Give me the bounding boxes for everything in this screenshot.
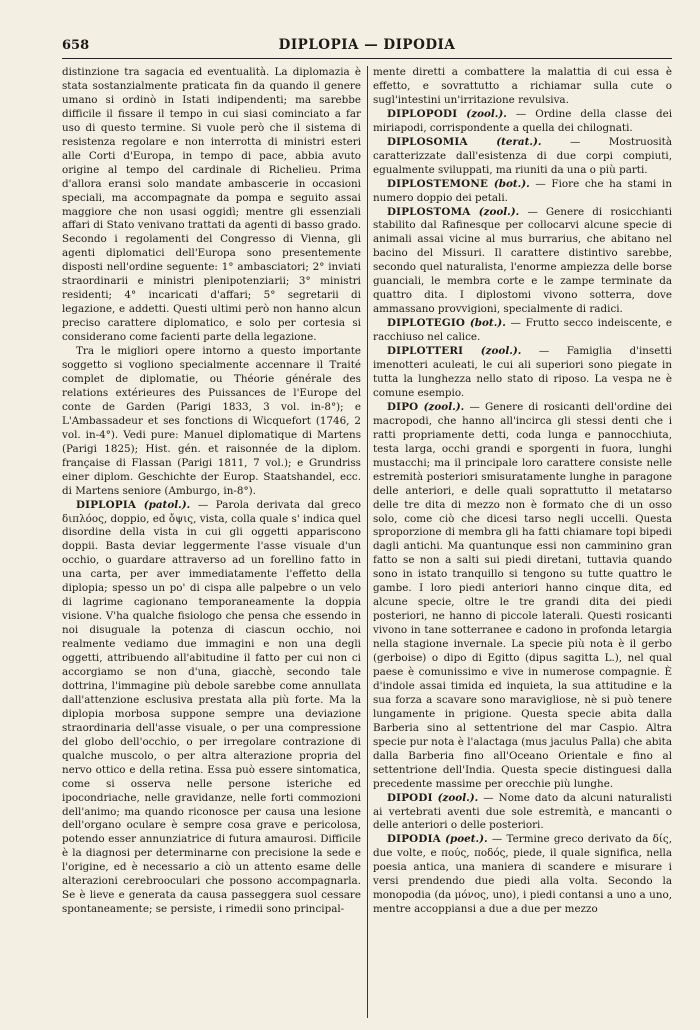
headword: DIPLOSOMIA bbox=[387, 135, 468, 148]
entry-diplosomia bbox=[373, 136, 672, 178]
headword: DIPLOPIA bbox=[76, 498, 137, 511]
headword: DIPLOSTOMA bbox=[387, 205, 471, 218]
field-label: (poet.). bbox=[445, 833, 488, 846]
entry-dipodi bbox=[373, 792, 672, 834]
entry-diplotegio bbox=[373, 317, 672, 345]
paragraph-diplomazia-continued: distinzione tra sagacia ed eventualità. La diplomazia è stata sostanzialmente praticata fin da quando il genere umano si ordinò in Istati indipendenti; ma sarebbe difficile il fissare il tempo in cui siasi cominciato a far uso di questo termine. Si vuole però che il sistema di resistenza regolare e non interrotta di ministri esteri alle Corti d'Europa, in tempo di pace, abbia avuto origine al tempo del cardinale di Richelieu. Prima d'allora eransi solo mandate ambascerie in occasioni speciali, ma accompagnate da pompa e seguito assai maggiore che non usasi oggidì; mentre gli essenziali affari di Stato venivano trattati da agenti di basso grado. Secondo i regolamenti del Congresso di Vienna, gli agenti diplomatici dell'Europa sono presentemente disposti nell'ordine seguente: 1° ambasciatori; 2° inviati straordinarii e ministri plenipotenziarii; 3° ministri residenti; 4° incaricati d'affari; 5° segretarii di legazione, e addetti. Questi ultimi però non hanno alcun preciso carattere diplomatico, e solo per cortesia si considerano come facienti parte della legazione. bbox=[62, 66, 361, 344]
entry-text: — Parola derivata dal greco διπλόος, doppio, ed ὄψις, vista, colla quale s' indica quel disordine della vista in cui gli oggetti appariscono doppii. Basta deviar leggermente l'asse visuale d'un occhio, o guardare attraverso ad un forellino fatto in una carta, per aver immediatamente l'effetto della diplopia; spesso un po' di cispa alle palpebre o un velo di lagrime cagionano temporaneamente la doppia visione. V'ha qualche fisiologo che pensa che essendo in noi disuguale la potenza di ciascun occhio, noi realmente vediamo due immagini e non una degli oggetti, attribuendo all'abitudine il fatto per cui non ci accorgiamo se non d'una, giacchè, secondo tale dottrina, l'immagine più debole sarebbe come annullata dall'attenzione esclusiva prestata alla più forte. Ma la diplopia morbosa suppone sempre una deviazione straordinaria dell'asse visuale, o per una compressione del globo dell'occhio, o per irregolare contrazione di qualche muscolo, o per altra alterazione propria del nervo ottico e della retina. Essa può essere sintomatica, come si osserva nelle persone isteriche ed ipocondriache, nelle gravidanze, nelle forti commozioni dell'animo; ma quando riconosce per causa una lesione dell'organo oculare è sempre cosa grave e pericolosa, potendo esser annunziatrice di futura amaurosi. Difficile è la diagnosi per determinarne con precisione la sede e l'origine, ed è necessario a ciò un attento esame delle alterazioni cerebrooculari che possono accompagnarla. Se è lieve e generata da causa passeggera suol cessare spontaneamente; se persiste, i rimedii sono principal- bbox=[62, 498, 361, 916]
entry-diplostemone bbox=[373, 178, 672, 206]
text-columns bbox=[62, 66, 672, 1018]
headword: DIPODIA bbox=[387, 833, 441, 846]
headword: DIPLOPODI bbox=[387, 107, 458, 120]
field-label: (zool.). bbox=[466, 107, 507, 120]
entry-text: — Termine greco derivato da δίς, due volte, e πούς, ποδός, piede, il quale significa, nella poesia antica, una maniera di scandere e misurare i versi prendendo due piedi alla volta. Secondo la monopodia (da μόνος, uno), i piedi contansi a uno a uno, mentre accoppiansi a due a due per mezzo bbox=[373, 833, 672, 916]
entry-text: — Nome dato da alcuni naturalisti ai vertebrati aventi due sole estremità, e mancanti o delle anteriori o delle posteriori. bbox=[373, 791, 672, 832]
entry-text: — Ordine della classe dei miriapodi, corrispondente a quella dei chilognati. bbox=[373, 107, 672, 134]
entry-text: — Genere di rosicchianti stabilito dal Rafinesque per collocarvi alcune specie di animali assai vicine al mus burrarius, che abitano nel bacino del Missuri. Il carattere distintivo sarebbe, secondo quel naturalista, l'enorme ampiezza delle borse guanciali, le membra corte e le zampe terminate da quattro dita. I diplostomi vivono sotterra, dove ammassano provvigioni, specialmente di radici. bbox=[373, 205, 672, 316]
page-header bbox=[62, 36, 672, 59]
field-label: (patol.). bbox=[143, 498, 191, 511]
left-column bbox=[62, 66, 361, 1018]
headword: DIPO bbox=[387, 400, 419, 413]
entry-text: — Famiglia d'insetti imenotteri aculeati, le cui ali superiori sono piegate in tutta la lunghezza nello stato di riposo. La vespa ne è comune esempio. bbox=[373, 345, 672, 399]
entry-dipodia bbox=[373, 833, 672, 917]
entry-diplopodi bbox=[373, 108, 672, 136]
field-label: (bot.). bbox=[469, 317, 506, 330]
entry-dipo bbox=[373, 401, 672, 792]
field-label: (bot.). bbox=[493, 177, 530, 190]
headword: DIPLOSTEMONE bbox=[387, 177, 489, 190]
paragraph-diplopia-continued: mente diretti a combattere la malattia di cui essa è effetto, e sovrattutto a richiamar sulla cute o sugl'intestini un'irritazione revulsiva. bbox=[373, 66, 672, 106]
page-number: 658 bbox=[62, 38, 90, 53]
headword: DIPLOTTERI bbox=[387, 345, 464, 358]
entry-diplopia bbox=[62, 499, 361, 918]
entry-diplostoma bbox=[373, 206, 672, 318]
field-label: (zool.). bbox=[423, 400, 465, 413]
right-column bbox=[373, 66, 672, 1018]
paragraph-bibliography: Tra le migliori opere intorno a questo importante soggetto si vogliono specialmente accennare il Traité complet de diplomatie, ou Théorie générale des relations extérieures des Puissances de l'Europe del conte de Garden (Parigi 1833, 3 vol. in-8°); e L'Ambassadeur et ses fonctions di Wicquefort (1746, 2 vol. in-4°). Vedi pure: Manuel diplomatique di Martens (Parigi 1825); Hist. gén. et raisonnée de la diplom. française di Flassan (Parigi 1811, 7 vol.); e Grundriss einer diplom. Geschichte der Europ. Staatshandel, ecc. di Martens seniore (Amburgo, in-8°). bbox=[62, 345, 361, 497]
headword: DIPLOTEGIO bbox=[387, 317, 466, 330]
column-divider bbox=[367, 66, 368, 1018]
field-label: (zool.). bbox=[480, 345, 522, 358]
running-title: DIPLOPIA — DIPODIA bbox=[278, 37, 456, 53]
entry-diplotteri bbox=[373, 345, 672, 401]
entry-text: — Frutto secco indeiscente, e racchiuso nel calice. bbox=[373, 317, 672, 344]
field-label: (zool.). bbox=[437, 791, 479, 804]
entry-text: — Mostruosità caratterizzate dall'esistenza di due corpi compiuti, egualmente sviluppati, ma riuniti da una o più parti. bbox=[373, 135, 672, 176]
field-label: (zool.). bbox=[478, 205, 520, 218]
headword: DIPODI bbox=[387, 791, 433, 804]
field-label: (terat.). bbox=[496, 135, 542, 148]
entry-text: — Fiore che ha stami in numero doppio dei petali. bbox=[373, 177, 672, 204]
entry-text: — Genere di rosicanti dell'ordine dei macropodi, che hanno all'incirca gli stessi denti che i ratti propriamente detti, coda lunga e pannocchiuta, testa larga, occhi grandi e sporgenti in fuora, lunghi mustacchi; ma il principale loro carattere consiste nelle estremità posteriori smisuratamente lunghe in paragone delle anteriori, e delle quali soprattutto il metatarso delle tre dita di mezzo non è formato che di un osso solo, come ciò che dicesi tarso negli uccelli. Questa sproporzione di membra gli ha fatti chiamare topi bipedi dagli antichi. Ma quantunque essi non camminino gran fatto se non a salti sui piedi diretani, tuttavia quando sono in istato tranquillo si tengono su tutte quattro le gambe. I loro piedi anteriori hanno cinque dita, ed alcune specie, oltre le tre grandi dita dei piedi posteriori, ne hanno di piccole laterali. Questi rosicanti vivono in tane sotterranee e cadono in profonda letargia nella stagione invernale. La specie più nota è il gerbo (gerboise) o dipo di Egitto (dipus sagitta L.), nel qual paese è comunissimo e vive in numerose compagnie. È d'indole assai timida ed inquieta, la sua attitudine e la sua forza a scavare sono maravigliose, nè si può tenere lungamente in prigione. Questa specie abita dalla Barberia sino al settentrione del mar Caspio. Altra specie pur nota è l'alactaga (mus jaculus Palla) che abita dalla Barberia fino all'Oceano Orientale e fino al settentrione dell'India. Questa specie distinguesi dalla precedente massime per orecchie più lunghe. bbox=[373, 400, 672, 790]
